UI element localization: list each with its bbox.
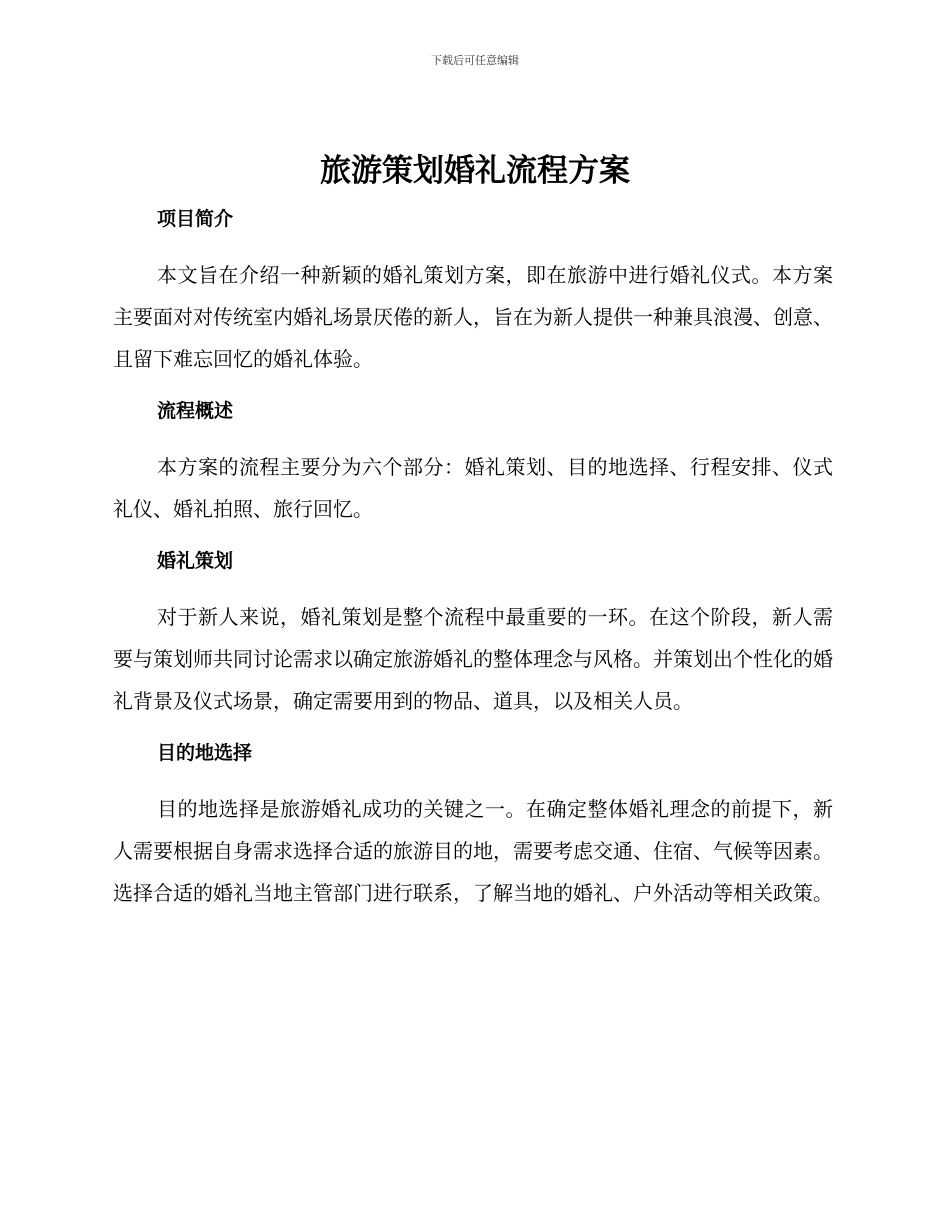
section-wedding-planning [113,544,833,722]
section-heading: 婚礼策划 [157,550,234,572]
document-title: 旅游策划婚礼流程方案 [320,153,630,189]
header-note: 下载后可任意编辑 [431,54,519,67]
section-process-overview [113,394,833,530]
section-project-intro [113,202,833,380]
section-destination-choice [113,736,833,914]
section-heading: 流程概述 [157,400,234,422]
section-heading: 项目简介 [157,208,234,230]
section-paragraph: 本文旨在介绍一种新颖的婚礼策划方案，即在旅游中进行婚礼仪式。本方案主要面对对传统室内婚礼场景厌倦的新人，旨在为新人提供一种兼具浪漫、创意、且留下难忘回忆的婚礼体验。 [113,263,833,371]
section-paragraph: 对于新人来说，婚礼策划是整个流程中最重要的一环。在这个阶段，新人需要与策划师共同讨论需求以确定旅游婚礼的整体理念与风格。并策划出个性化的婚礼背景及仪式场景，确定需要用到的物品、道具，以及相关人员。 [113,605,833,713]
section-paragraph: 目的地选择是旅游婚礼成功的关键之一。在确定整体婚礼理念的前提下，新人需要根据自身需求选择合适的旅游目的地，需要考虑交通、住宿、气候等因素。选择合适的婚礼当地主管部门进行联系，了解当地的婚礼、户外活动等相关政策。 [113,797,833,905]
document-body [113,202,833,914]
section-heading: 目的地选择 [157,742,253,764]
section-paragraph: 本方案的流程主要分为六个部分：婚礼策划、目的地选择、行程安排、仪式礼仪、婚礼拍照、旅行回忆。 [113,455,833,521]
